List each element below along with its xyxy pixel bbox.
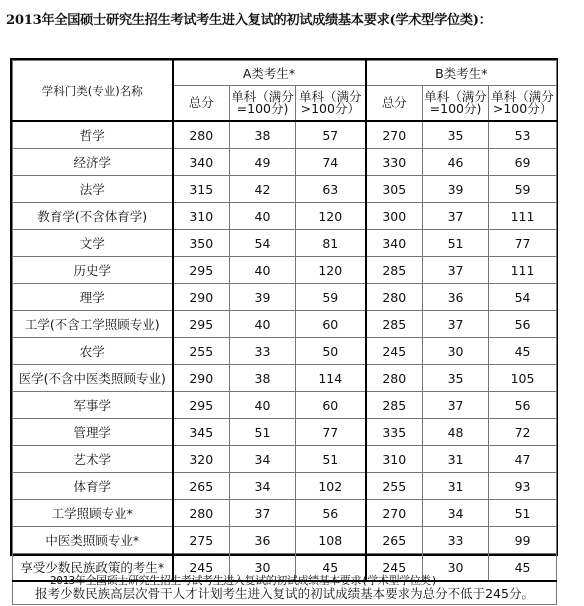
page-title: 2013年全国硕士研究生招生考试考生进入复试的初试成绩基本要求(学术型学位类)： [6, 13, 492, 28]
table-row [13, 473, 557, 500]
a-single100-cell: 40 [230, 392, 296, 419]
score-table [12, 60, 557, 605]
b-single100-cell: 48 [423, 419, 489, 446]
b-single-over100-cell: 51 [489, 500, 557, 527]
a-total-header: 总分 [173, 86, 230, 122]
b-total-header: 总分 [366, 86, 423, 122]
a-single100-cell: 40 [230, 203, 296, 230]
score-table-body [13, 121, 557, 581]
a-single100-cell: 40 [230, 257, 296, 284]
b-total-cell: 285 [366, 311, 423, 338]
a-single-over100-cell: 45 [296, 554, 366, 582]
b-single-over100-cell: 59 [489, 176, 557, 203]
b-total-cell: 255 [366, 473, 423, 500]
table-row [13, 121, 557, 149]
b-total-cell: 265 [366, 527, 423, 554]
b-total-cell: 245 [366, 338, 423, 365]
b-single-over100-cell: 93 [489, 473, 557, 500]
a-total-cell: 350 [173, 230, 230, 257]
a-single100-cell: 34 [230, 446, 296, 473]
b-single-over100-cell: 77 [489, 230, 557, 257]
b-single-over100-cell: 111 [489, 257, 557, 284]
category-cell: 中医类照顾专业* [13, 527, 173, 554]
b-total-cell: 310 [366, 446, 423, 473]
a-single100-cell: 34 [230, 473, 296, 500]
b-single-over100-cell: 99 [489, 527, 557, 554]
b-total-cell: 280 [366, 284, 423, 311]
table-row [13, 500, 557, 527]
table-row [13, 149, 557, 176]
b-total-cell: 340 [366, 230, 423, 257]
category-cell: 管理学 [13, 419, 173, 446]
b-single100-cell: 39 [423, 176, 489, 203]
category-cell: 教育学(不含体育学) [13, 203, 173, 230]
a-single-over100-cell: 59 [296, 284, 366, 311]
b-total-cell: 300 [366, 203, 423, 230]
a-total-cell: 275 [173, 527, 230, 554]
b-total-cell: 285 [366, 392, 423, 419]
category-cell: 法学 [13, 176, 173, 203]
a-total-cell: 280 [173, 121, 230, 149]
b-single100-cell: 31 [423, 446, 489, 473]
b-single100-cell: 35 [423, 365, 489, 392]
a-single100-header: 单科（满分=100分) [230, 86, 296, 122]
image-caption: 2013年全国硕士研究生招生考试考生进入复试的初试成绩基本要求(学术型学位类) [50, 574, 438, 587]
group-a-header: A类考生* [173, 61, 366, 86]
table-row [13, 176, 557, 203]
b-single100-cell: 35 [423, 121, 489, 149]
a-single-over100-cell: 108 [296, 527, 366, 554]
a-single100-cell: 51 [230, 419, 296, 446]
a-single-over100-cell: 57 [296, 121, 366, 149]
b-total-cell: 270 [366, 500, 423, 527]
a-single100-cell: 30 [230, 554, 296, 582]
b-single-over100-cell: 45 [489, 554, 557, 582]
category-cell: 哲学 [13, 121, 173, 149]
b-single-over100-header: 单科（满分>100分） [489, 86, 557, 122]
a-single-over100-cell: 60 [296, 311, 366, 338]
table-row [13, 365, 557, 392]
a-single-over100-cell: 120 [296, 257, 366, 284]
a-single100-cell: 38 [230, 365, 296, 392]
category-cell: 享受少数民族政策的考生* [13, 554, 173, 582]
table-footnote: 报考少数民族高层次骨干人才计划考生进入复试的初试成绩基本要求为总分不低于245分。 [13, 581, 557, 605]
b-single-over100-cell: 72 [489, 419, 557, 446]
group-b-header: B类考生* [366, 61, 557, 86]
b-single-over100-cell: 111 [489, 203, 557, 230]
category-cell: 工学照顾专业* [13, 500, 173, 527]
a-total-cell: 280 [173, 500, 230, 527]
b-total-cell: 280 [366, 365, 423, 392]
a-total-cell: 310 [173, 203, 230, 230]
category-cell: 经济学 [13, 149, 173, 176]
b-total-cell: 330 [366, 149, 423, 176]
b-single-over100-cell: 45 [489, 338, 557, 365]
a-single100-cell: 54 [230, 230, 296, 257]
a-total-cell: 345 [173, 419, 230, 446]
b-single100-cell: 37 [423, 311, 489, 338]
a-total-cell: 295 [173, 257, 230, 284]
a-single100-cell: 40 [230, 311, 296, 338]
a-single-over100-cell: 120 [296, 203, 366, 230]
a-total-cell: 295 [173, 392, 230, 419]
b-single100-cell: 30 [423, 338, 489, 365]
b-single100-cell: 51 [423, 230, 489, 257]
b-total-cell: 285 [366, 257, 423, 284]
b-total-cell: 335 [366, 419, 423, 446]
a-single100-cell: 36 [230, 527, 296, 554]
a-total-cell: 315 [173, 176, 230, 203]
table-row [13, 203, 557, 230]
a-single-over100-cell: 102 [296, 473, 366, 500]
a-single-over100-cell: 50 [296, 338, 366, 365]
b-single100-header: 单科（满分=100分) [423, 86, 489, 122]
b-single100-cell: 46 [423, 149, 489, 176]
table-row [13, 392, 557, 419]
b-total-cell: 270 [366, 121, 423, 149]
category-cell: 体育学 [13, 473, 173, 500]
a-single-over100-cell: 114 [296, 365, 366, 392]
a-single-over100-cell: 81 [296, 230, 366, 257]
table-row [13, 311, 557, 338]
a-total-cell: 255 [173, 338, 230, 365]
b-single100-cell: 37 [423, 392, 489, 419]
b-single-over100-cell: 54 [489, 284, 557, 311]
a-single-over100-cell: 63 [296, 176, 366, 203]
a-total-cell: 290 [173, 365, 230, 392]
a-single-over100-cell: 77 [296, 419, 366, 446]
b-single100-cell: 30 [423, 554, 489, 582]
table-row [13, 338, 557, 365]
table-row [13, 527, 557, 554]
category-cell: 艺术学 [13, 446, 173, 473]
b-single-over100-cell: 105 [489, 365, 557, 392]
b-single100-cell: 33 [423, 527, 489, 554]
b-single-over100-cell: 56 [489, 392, 557, 419]
a-total-cell: 265 [173, 473, 230, 500]
a-single-over100-cell: 60 [296, 392, 366, 419]
a-single100-cell: 39 [230, 284, 296, 311]
category-cell: 医学(不含中医类照顾专业) [13, 365, 173, 392]
b-single-over100-cell: 69 [489, 149, 557, 176]
b-single-over100-cell: 47 [489, 446, 557, 473]
a-total-cell: 295 [173, 311, 230, 338]
corner-header: 学科门类(专业)名称 [13, 61, 173, 122]
a-single100-cell: 33 [230, 338, 296, 365]
a-single100-cell: 49 [230, 149, 296, 176]
a-single-over100-cell: 74 [296, 149, 366, 176]
b-single100-cell: 31 [423, 473, 489, 500]
category-cell: 军事学 [13, 392, 173, 419]
table-row [13, 446, 557, 473]
category-cell: 历史学 [13, 257, 173, 284]
a-total-cell: 245 [173, 554, 230, 582]
b-total-cell: 305 [366, 176, 423, 203]
b-single100-cell: 37 [423, 203, 489, 230]
a-single100-cell: 42 [230, 176, 296, 203]
table-row [13, 257, 557, 284]
table-row [13, 284, 557, 311]
a-single-over100-header: 单科（满分>100分） [296, 86, 366, 122]
a-single-over100-cell: 56 [296, 500, 366, 527]
a-single100-cell: 37 [230, 500, 296, 527]
category-cell: 农学 [13, 338, 173, 365]
category-cell: 文学 [13, 230, 173, 257]
a-total-cell: 340 [173, 149, 230, 176]
b-total-cell: 245 [366, 554, 423, 582]
b-single100-cell: 36 [423, 284, 489, 311]
a-single100-cell: 38 [230, 121, 296, 149]
a-total-cell: 320 [173, 446, 230, 473]
category-cell: 工学(不含工学照顾专业) [13, 311, 173, 338]
a-total-cell: 290 [173, 284, 230, 311]
b-single100-cell: 37 [423, 257, 489, 284]
b-single-over100-cell: 56 [489, 311, 557, 338]
table-row [13, 419, 557, 446]
b-single-over100-cell: 53 [489, 121, 557, 149]
b-single100-cell: 34 [423, 500, 489, 527]
category-cell: 理学 [13, 284, 173, 311]
table-row [13, 230, 557, 257]
a-single-over100-cell: 51 [296, 446, 366, 473]
